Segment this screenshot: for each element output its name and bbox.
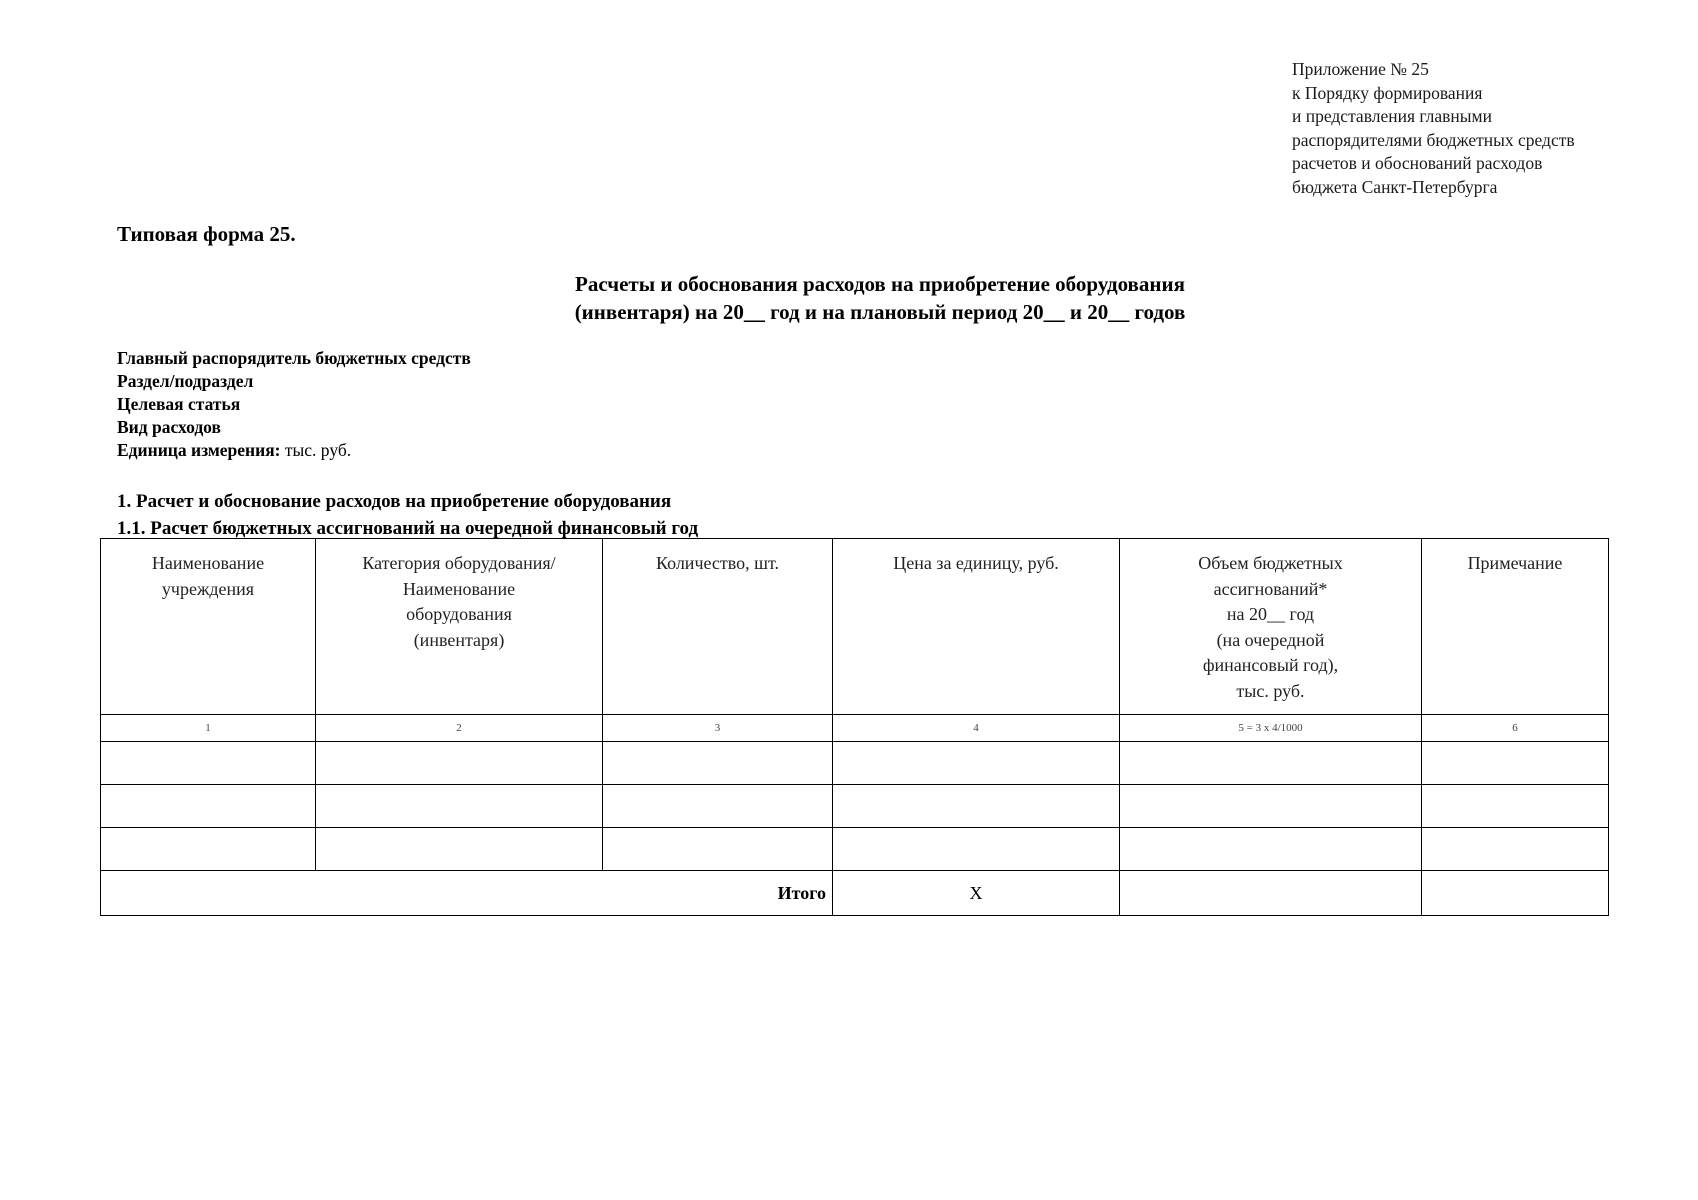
section-1-heading: 1. Расчет и обоснование расходов на приобретение оборудования: [117, 491, 672, 512]
table-cell[interactable]: [1422, 785, 1609, 828]
table-cell[interactable]: [1120, 785, 1422, 828]
appendix-line: к Порядку формирования: [1292, 82, 1483, 103]
header-note: Примечание: [1422, 539, 1609, 715]
header-institution: Наименование учреждения: [101, 539, 316, 715]
column-number: 3: [603, 715, 833, 742]
table-cell[interactable]: [316, 828, 603, 871]
section-headings: [117, 488, 698, 542]
main-manager-label: Главный распорядитель бюджетных средств: [117, 348, 471, 368]
budget-table: [100, 538, 1609, 916]
header-quantity: Количество, шт.: [603, 539, 833, 715]
total-label: Итого: [101, 871, 833, 916]
table-cell[interactable]: [316, 742, 603, 785]
table-cell[interactable]: [603, 828, 833, 871]
title-line-2: (инвентаря) на 20__ год и на плановый период 20__ и 20__ годов: [574, 300, 1186, 324]
appendix-line: бюджета Санкт-Петербурга: [1292, 176, 1498, 197]
header-unit-price: Цена за единицу, руб.: [833, 539, 1120, 715]
column-number: 1: [101, 715, 316, 742]
unit-label: Единица измерения:: [117, 440, 281, 460]
table-row: [101, 742, 1609, 785]
total-price-cell: Х: [833, 871, 1120, 916]
table-cell[interactable]: [833, 828, 1120, 871]
total-row: [101, 871, 1609, 916]
column-number-row: [101, 715, 1609, 742]
meta-block: [117, 347, 471, 462]
section-1-1-heading: 1.1. Расчет бюджетных ассигнований на очередной финансовый год: [117, 518, 699, 539]
total-note-cell[interactable]: [1422, 871, 1609, 916]
column-number: 2: [316, 715, 603, 742]
table-cell[interactable]: [101, 785, 316, 828]
table-cell[interactable]: [833, 742, 1120, 785]
unit-value: тыс. руб.: [280, 440, 352, 460]
appendix-line: распорядителями бюджетных средств: [1292, 129, 1575, 150]
table-cell[interactable]: [1422, 742, 1609, 785]
section-label: Раздел/подраздел: [117, 371, 254, 391]
title-line-1: Расчеты и обоснования расходов на приобретение оборудования: [575, 272, 1185, 296]
column-number: 4: [833, 715, 1120, 742]
column-number: 5 = 3 x 4/1000: [1120, 715, 1422, 742]
table-cell[interactable]: [1120, 742, 1422, 785]
appendix-line: Приложение № 25: [1292, 59, 1429, 79]
table-cell[interactable]: [316, 785, 603, 828]
expense-type-label: Вид расходов: [117, 417, 221, 437]
table-cell[interactable]: [833, 785, 1120, 828]
appendix-line: и представления главными: [1292, 106, 1492, 126]
table-cell[interactable]: [603, 785, 833, 828]
header-row: [101, 539, 1609, 715]
table-row: [101, 785, 1609, 828]
form-label: Типовая форма 25.: [117, 222, 296, 246]
header-budget-volume: Объем бюджетных ассигнований* на 20__ год (на очередной финансовый год), тыс. руб.: [1120, 539, 1422, 715]
target-article-label: Целевая статья: [117, 394, 241, 414]
appendix-line: расчетов и обоснований расходов: [1292, 153, 1543, 173]
unit-row: [117, 439, 471, 462]
table-row: [101, 828, 1609, 871]
header-equipment-category: Категория оборудования/ Наименование оборудования (инвентаря): [316, 539, 603, 715]
total-volume-cell[interactable]: [1120, 871, 1422, 916]
table-cell[interactable]: [1422, 828, 1609, 871]
table-cell[interactable]: [101, 828, 316, 871]
document-title: [0, 270, 1698, 326]
table-cell[interactable]: [1120, 828, 1422, 871]
appendix-block: [1292, 58, 1575, 199]
table-cell[interactable]: [603, 742, 833, 785]
column-number: 6: [1422, 715, 1609, 742]
table-cell[interactable]: [101, 742, 316, 785]
